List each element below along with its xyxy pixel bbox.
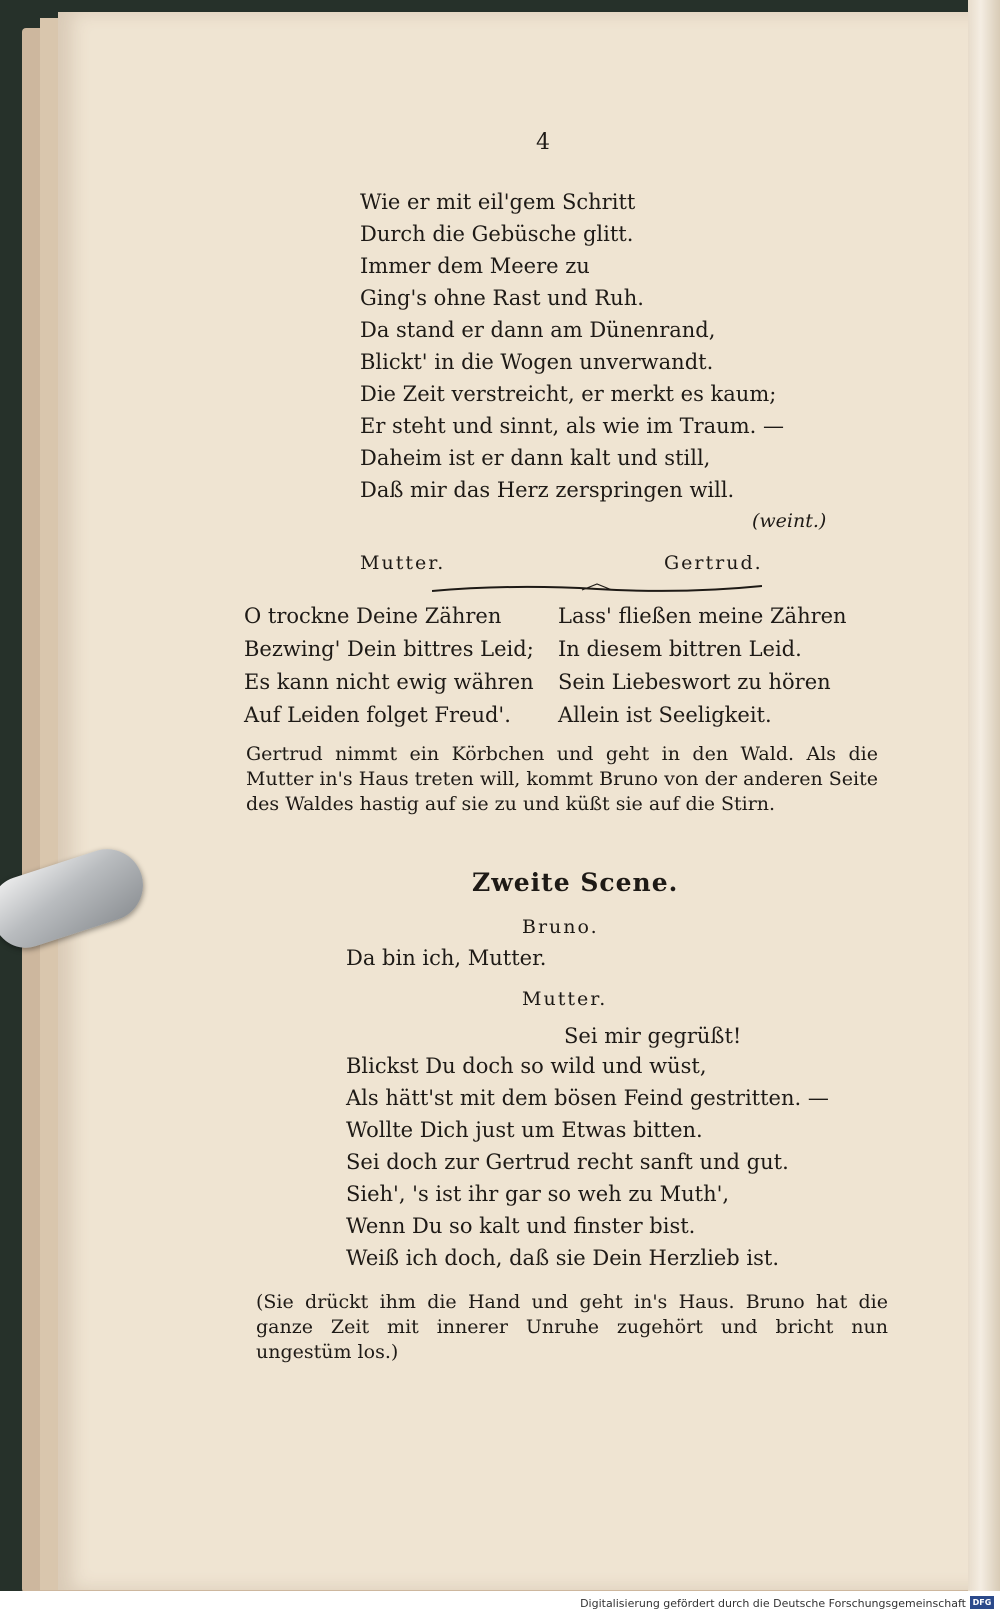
speaker-gertrud-duet: Gertrud. bbox=[664, 552, 763, 574]
duet-line: Auf Leiden folget Freud'. bbox=[244, 703, 511, 727]
verse-line: Immer dem Meere zu bbox=[360, 254, 590, 278]
verse-line: Durch die Gebüsche glitt. bbox=[360, 222, 634, 246]
scene-title: Zweite Scene. bbox=[472, 868, 679, 897]
stage-direction-2: (Sie drückt ihm die Hand und geht in's Haus. Bruno hat die ganze Zeit mit innerer Unruhe zugehört und bricht nun ungestüm los.) bbox=[256, 1291, 888, 1363]
verse-line: Wenn Du so kalt und finster bist. bbox=[346, 1214, 696, 1238]
duet-line: O trockne Deine Zähren bbox=[244, 604, 502, 628]
verse-line: Daheim ist er dann kalt und still, bbox=[360, 446, 711, 470]
facing-page-edge bbox=[968, 0, 1000, 1613]
duet-line: Lass' fließen meine Zähren bbox=[558, 604, 847, 628]
verse-line: Daß mir das Herz zerspringen will. bbox=[360, 478, 735, 502]
verse-line: Blickst Du doch so wild und wüst, bbox=[346, 1054, 707, 1078]
speaker-bruno: Bruno. bbox=[522, 916, 599, 938]
verse-line: Die Zeit verstreicht, er merkt es kaum; bbox=[360, 382, 777, 406]
verse-block-1 bbox=[360, 186, 784, 506]
ornamental-divider bbox=[432, 582, 762, 596]
dfg-logo-icon: DFG bbox=[970, 1596, 994, 1609]
stage-direction-weint: (weint.) bbox=[752, 510, 827, 532]
verse-line: Da stand er dann am Dünenrand, bbox=[360, 318, 716, 342]
duet-line: Sein Liebeswort zu hören bbox=[558, 670, 831, 694]
footer-credit: Digitalisierung gefördert durch die Deutsche Forschungsgemeinschaft bbox=[580, 1597, 966, 1610]
verse-line: Weiß ich doch, daß sie Dein Herzlieb ist. bbox=[346, 1246, 779, 1270]
mutter-greeting: Sei mir gegrüßt! bbox=[564, 1024, 742, 1048]
verse-block-2 bbox=[346, 1050, 829, 1274]
verse-line: Wie er mit eil'gem Schritt bbox=[360, 190, 636, 214]
verse-line: Wollte Dich just um Etwas bitten. bbox=[346, 1118, 703, 1142]
page-number: 4 bbox=[536, 130, 550, 155]
verse-line: Sei doch zur Gertrud recht sanft und gut. bbox=[346, 1150, 789, 1174]
verse-line: Sieh', 's ist ihr gar so weh zu Muth', bbox=[346, 1182, 730, 1206]
duet-gertrud-column bbox=[558, 600, 847, 732]
duet-mutter-column bbox=[244, 600, 534, 732]
verse-line: Ging's ohne Rast und Ruh. bbox=[360, 286, 644, 310]
duet-line: Es kann nicht ewig währen bbox=[244, 670, 534, 694]
duet-line: In diesem bittren Leid. bbox=[558, 637, 802, 661]
stage-direction-1: Gertrud nimmt ein Körbchen und geht in den Wald. Als die Mutter in's Haus treten will, kommt Bruno von der anderen Seite des Waldes hastig auf sie zu und küßt sie auf die Stirn. bbox=[246, 743, 878, 815]
verse-line: Als hätt'st mit dem bösen Feind gestritten. — bbox=[346, 1086, 829, 1110]
speaker-mutter: Mutter. bbox=[522, 988, 608, 1010]
duet-line: Bezwing' Dein bittres Leid; bbox=[244, 637, 534, 661]
bruno-line: Da bin ich, Mutter. bbox=[346, 946, 547, 970]
verse-line: Blickt' in die Wogen unverwandt. bbox=[360, 350, 714, 374]
verse-line: Er steht und sinnt, als wie im Traum. — bbox=[360, 414, 784, 438]
speaker-mutter-duet: Mutter. bbox=[360, 552, 446, 574]
duet-line: Allein ist Seeligkeit. bbox=[558, 703, 772, 727]
